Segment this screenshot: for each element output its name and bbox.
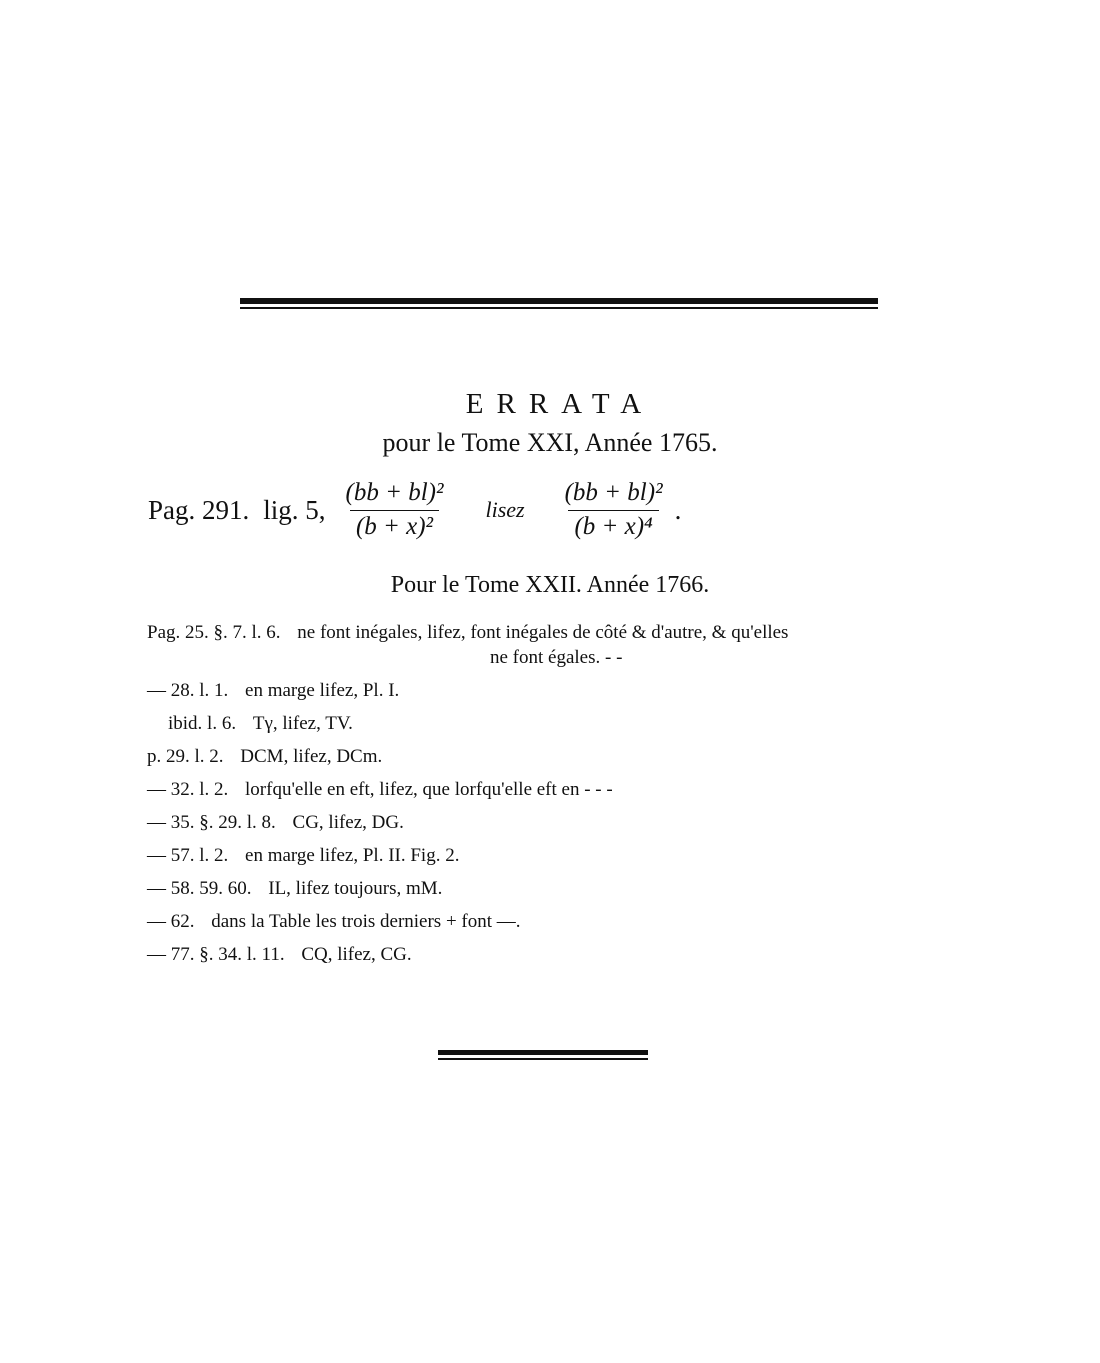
formula-line-ref: lig. 5, (263, 494, 326, 525)
entry-reference: — 35. §. 29. l. 8. (147, 812, 276, 833)
correct-denominator: (b + x)⁴ (568, 510, 658, 542)
wrong-numerator: (bb + bl)² (345, 478, 444, 506)
bottom-double-rule (438, 1050, 648, 1060)
entry-correction: lorfqu'elle en eft, lifez, que lorfqu'elle eft en - - - (245, 779, 613, 800)
errata-entry (147, 878, 442, 900)
wrong-denominator: (b + x)² (350, 510, 439, 542)
correct-numerator: (bb + bl)² (564, 478, 663, 506)
entry-reference: — 28. l. 1. (147, 680, 229, 701)
entry-reference: Pag. 25. §. 7. l. 6. (147, 622, 281, 643)
entry-reference: — 77. §. 34. l. 11. (147, 944, 285, 965)
errata-entry (147, 680, 399, 702)
entry-correction: en marge lifez, Pl. I. (245, 680, 400, 701)
entry-reference: — 57. l. 2. (147, 845, 229, 866)
errata-entry (168, 713, 353, 735)
entry-correction: en marge lifez, Pl. II. Fig. 2. (245, 845, 460, 866)
entry-reference: p. 29. l. 2. (147, 746, 224, 767)
lisez-label: lisez (485, 497, 525, 522)
entry-correction: dans la Table les trois derniers + font —. (211, 911, 521, 932)
subtitle-tome-21: pour le Tome XXI, Année 1765. (382, 428, 718, 457)
entry-reference: — 62. (147, 911, 195, 932)
errata-entry (147, 622, 788, 644)
entry-reference: — 58. 59. 60. (147, 878, 252, 899)
correct-fraction (559, 479, 669, 542)
errata-entry (147, 812, 404, 834)
formula-correction (148, 470, 681, 550)
entry-correction: IL, lifez toujours, mM. (268, 878, 443, 899)
entry-correction: DCM, lifez, DCm. (240, 746, 383, 767)
top-double-rule (240, 298, 878, 309)
entry-correction: CQ, lifez, CG. (301, 944, 412, 965)
errata-entry (147, 944, 412, 966)
errata-entry (147, 779, 613, 801)
formula-page-ref: Pag. 291. (148, 494, 250, 525)
entry-reference: — 32. l. 2. (147, 779, 229, 800)
entry-continuation: ne font égales. - - (490, 647, 623, 668)
wrong-fraction (340, 479, 450, 542)
formula-period: . (674, 494, 682, 525)
entry-correction: CG, lifez, DG. (292, 812, 404, 833)
entry-correction: Tγ, lifez, TV. (252, 713, 353, 734)
errata-entry (147, 746, 382, 768)
subtitle-tome-22: Pour le Tome XXII. Année 1766. (390, 572, 710, 598)
entry-correction: ne font inégales, lifez, font inégales de côté & d'autre, & qu'elles (297, 622, 789, 643)
page-title: ERRATA (465, 388, 655, 420)
errata-entry (147, 845, 459, 867)
entry-reference: ibid. l. 6. (168, 713, 237, 734)
errata-entry (147, 911, 521, 933)
